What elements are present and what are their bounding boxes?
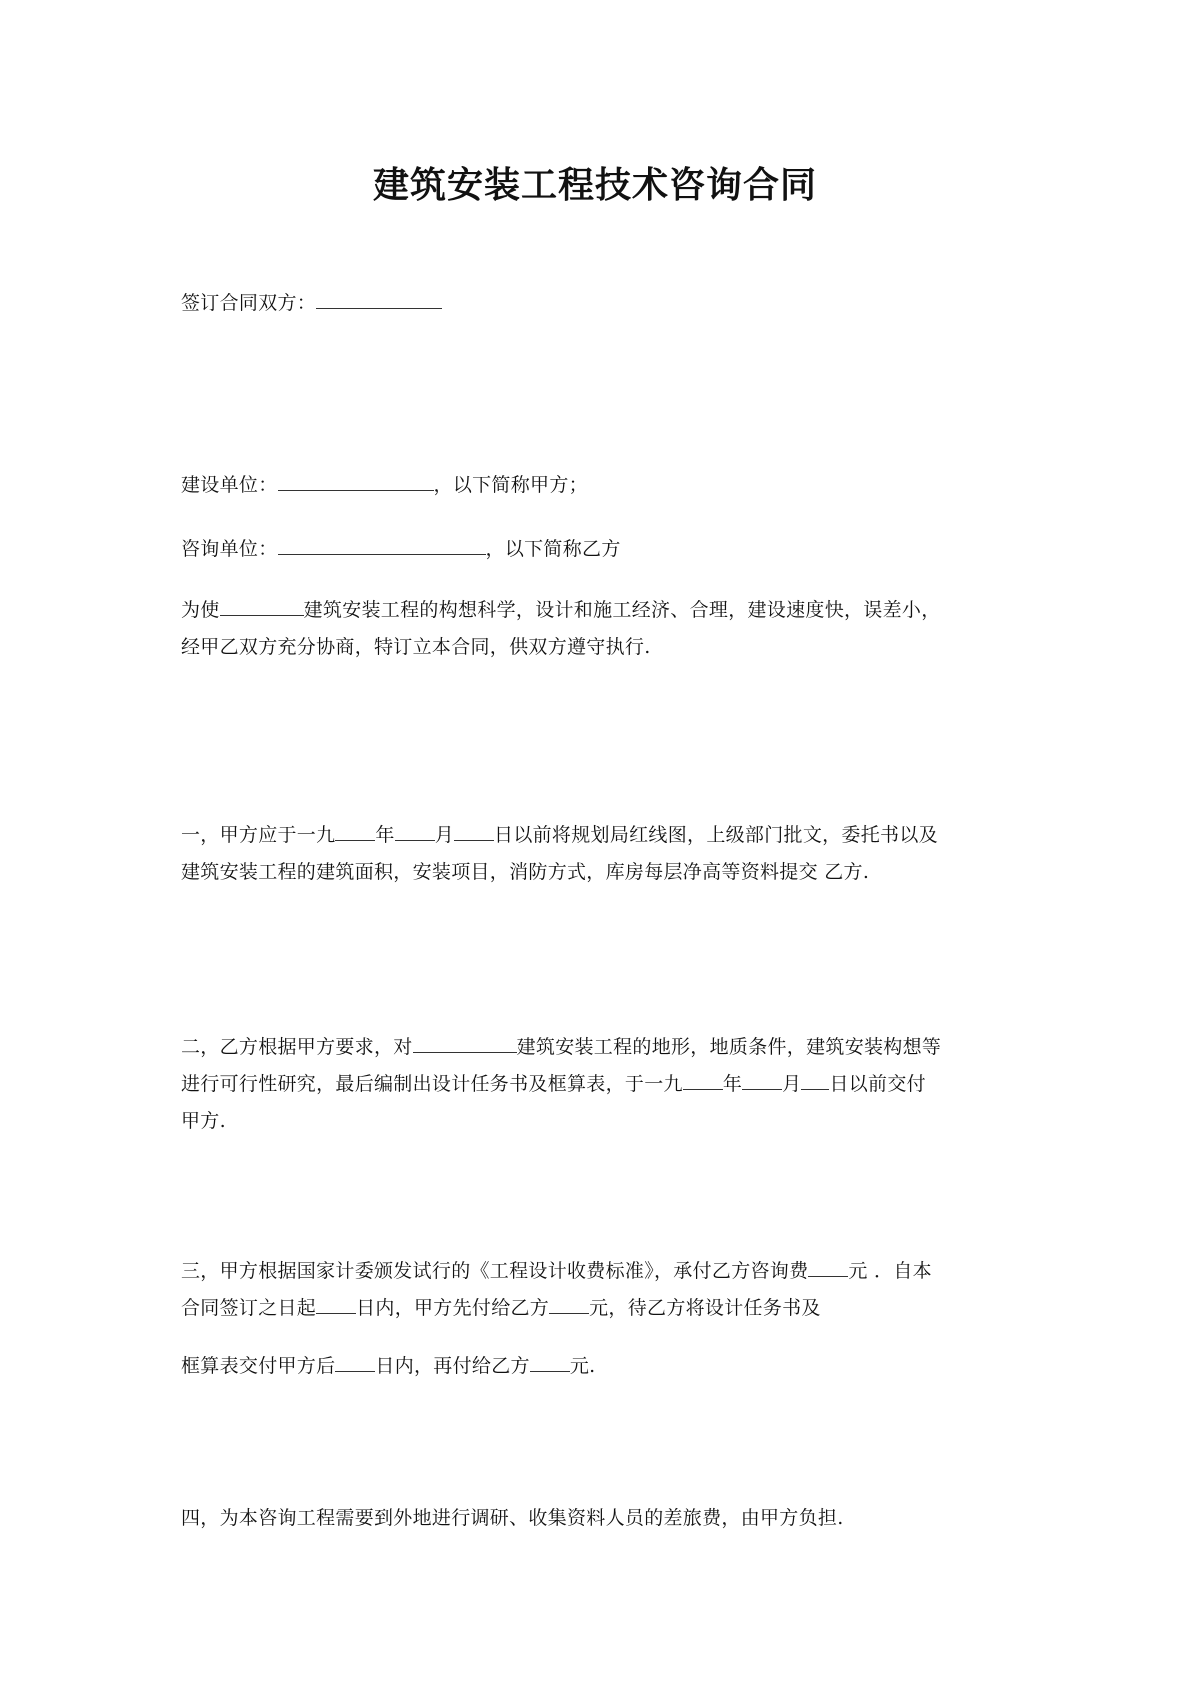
clause-3-days2-blank xyxy=(335,1357,375,1372)
clause-2-text-b: 建筑安装工程的地形，地质条件，建筑安装构想等 xyxy=(516,1036,942,1058)
preamble-line-2: 经甲乙双方充分协商，特订立本合同，供双方遵守执行. xyxy=(181,636,651,658)
clause-3-text-c: 合同签订之日起 xyxy=(181,1297,317,1319)
clause-1-month-blank xyxy=(395,826,435,841)
clause-1-month-label: 月 xyxy=(434,824,455,846)
clause-2-text-d: 日以前交付 xyxy=(829,1073,926,1095)
clause-1-paragraph xyxy=(181,817,1021,891)
clause-2-project-blank xyxy=(413,1038,517,1053)
preamble-prefix: 为使 xyxy=(181,599,220,621)
clause-3-text-g: 日内，再付给乙方 xyxy=(375,1355,530,1377)
party-a-blank xyxy=(278,476,434,491)
clause-3-balance-blank xyxy=(530,1357,570,1372)
clause-3-paragraph xyxy=(181,1253,1021,1327)
party-b-suffix: ，以下简称乙方 xyxy=(485,538,621,560)
party-a-label: 建设单位： xyxy=(181,474,278,496)
clause-3-text-b: 元 ．自本 xyxy=(848,1260,932,1282)
preamble-line-1 xyxy=(181,592,1021,629)
clause-3-line-1 xyxy=(181,1253,1021,1290)
clause-3-text-e: 元，待乙方将设计任务书及 xyxy=(589,1297,821,1319)
clause-2-line-3: 甲方. xyxy=(181,1110,226,1132)
clause-2-paragraph xyxy=(181,1029,1021,1140)
clause-2-line-1 xyxy=(181,1029,1021,1066)
party-b-line xyxy=(181,531,1021,568)
clause-2-year-label: 年 xyxy=(722,1073,743,1095)
signing-parties-line xyxy=(181,285,1021,322)
clause-3-text-f: 框算表交付甲方后 xyxy=(181,1355,336,1377)
preamble-project-blank xyxy=(220,601,304,616)
clause-3-text-d: 日内，甲方先付给乙方 xyxy=(356,1297,550,1319)
clause-3-line-2 xyxy=(181,1290,1021,1327)
clause-1-line-2: 建筑安装工程的建筑面积，安装项目，消防方式，库房每层净高等资料提交 乙方. xyxy=(181,861,870,883)
clause-3-text-a: 三，甲方根据国家计委颁发试行的《工程设计收费标准》，承付乙方咨询费 xyxy=(181,1260,809,1282)
signing-parties-label: 签订合同双方： xyxy=(181,292,317,314)
clause-3-line-3 xyxy=(181,1348,1021,1385)
clause-4-paragraph xyxy=(181,1500,1021,1537)
clause-3-text-h: 元. xyxy=(569,1355,596,1377)
party-b-blank xyxy=(278,540,486,555)
clause-2-line-2 xyxy=(181,1066,1021,1103)
party-a-suffix: ，以下简称甲方； xyxy=(433,474,588,496)
clause-2-month-blank xyxy=(742,1075,782,1090)
clause-1-year-blank xyxy=(335,826,375,841)
signing-parties-blank xyxy=(316,294,442,309)
party-a-line xyxy=(181,467,1021,504)
clause-2-year-blank xyxy=(683,1075,723,1090)
clause-3-advance-blank xyxy=(549,1299,589,1314)
clause-4-line-1: 四，为本咨询工程需要到外地进行调研、收集资料人员的差旅费，由甲方负担. xyxy=(181,1507,844,1529)
document-title: 建筑安装工程技术咨询合同 xyxy=(372,164,817,206)
party-b-label: 咨询单位： xyxy=(181,538,278,560)
clause-3-days-blank xyxy=(316,1299,356,1314)
clause-1-text-a: 一，甲方应于一九 xyxy=(181,824,336,846)
clause-1-text-d: 日以前将规划局红线图，上级部门批文，委托书以及 xyxy=(494,824,938,846)
preamble-text: 建筑安装工程的构想科学，设计和施工经济、合理，建设速度快，误差小， xyxy=(303,599,941,621)
clause-2-month-label: 月 xyxy=(782,1073,802,1095)
preamble-paragraph xyxy=(181,592,1021,666)
clause-2-day-blank xyxy=(801,1075,829,1090)
clause-3-fee-blank xyxy=(808,1262,848,1277)
clause-1-year-label: 年 xyxy=(375,824,395,846)
clause-3-continuation xyxy=(181,1348,1021,1385)
clause-1-day-blank xyxy=(454,826,494,841)
clause-2-text-c: 进行可行性研究，最后编制出设计任务书及框算表，于一九 xyxy=(181,1073,683,1095)
clause-2-text-a: 二，乙方根据甲方要求，对 xyxy=(181,1036,413,1058)
clause-1-line-1 xyxy=(181,817,1021,854)
